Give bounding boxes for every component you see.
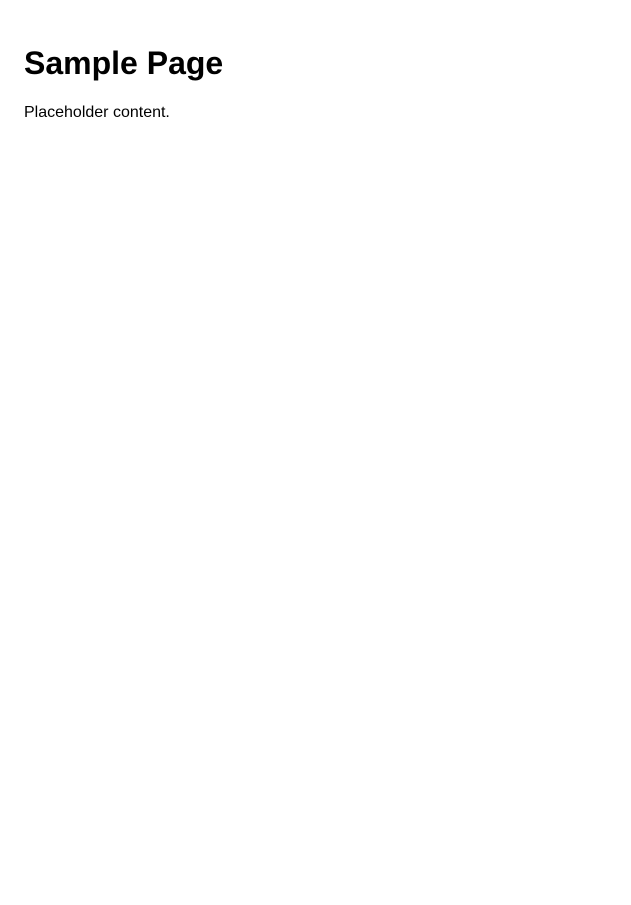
title: Sample Page xyxy=(24,45,224,82)
body: Placeholder content. xyxy=(24,103,170,121)
